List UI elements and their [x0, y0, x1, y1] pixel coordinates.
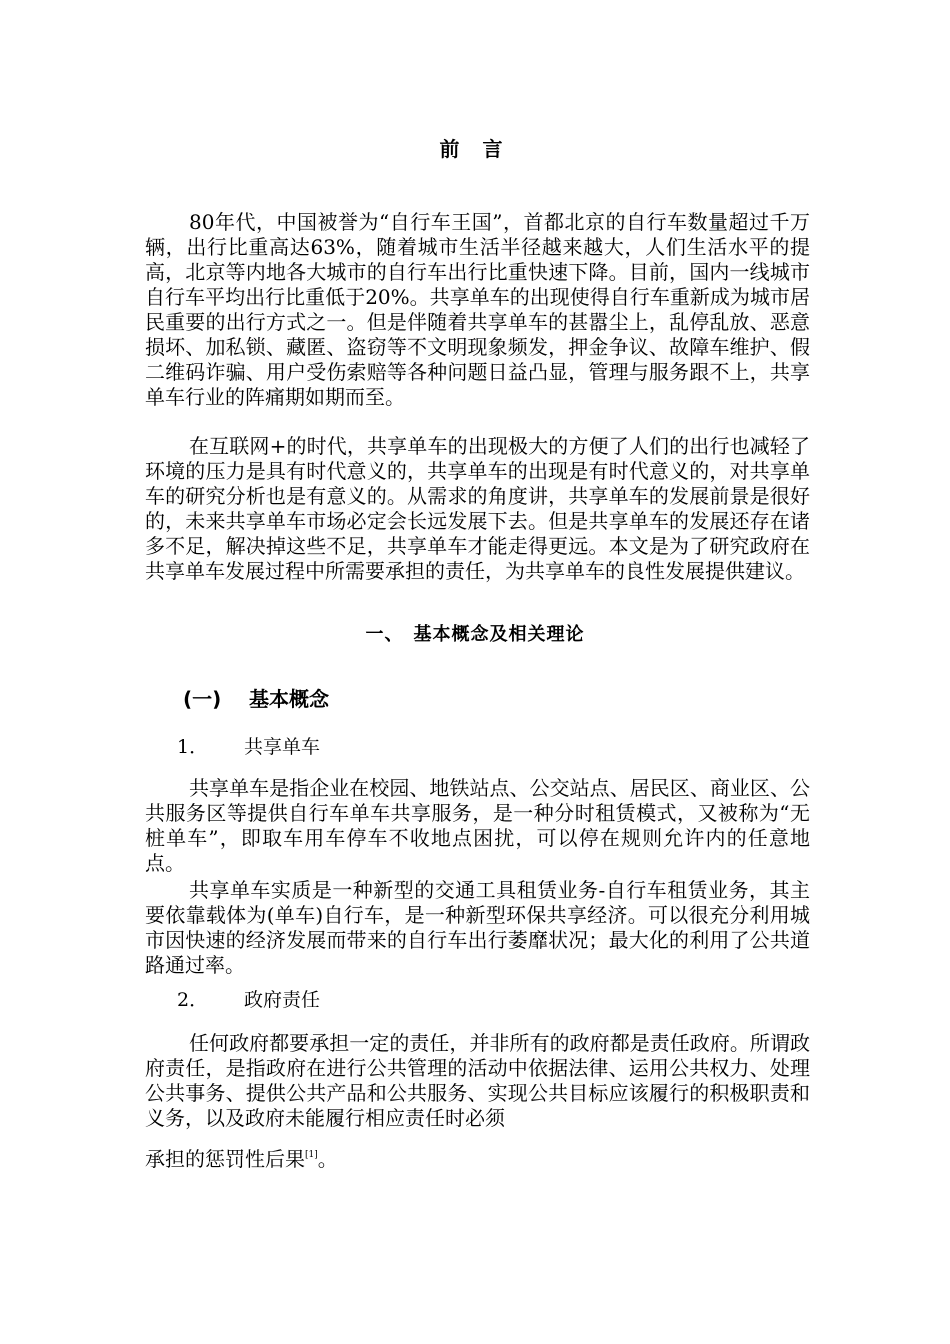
- bike-sharing-paragraph-2: 共享单车实质是一种新型的交通工具租赁业务-自行车租赁业务，其主要依靠载体为(单车)自行车，是一种新型环保共享经济。可以很充分利用城市因快速的经济发展而带来的自行车出行萎靡状况；最大化的利用了公共道路通过率。: [145, 878, 810, 977]
- subsection-label: 基本概念: [249, 687, 329, 711]
- item-number-2: 2．: [177, 989, 209, 1011]
- preface-paragraph-2: 在互联网+的时代，共享单车的出现极大的方便了人们的出行也减轻了环境的压力是具有时代意义的，共享单车的出现是有时代意义的，对共享单车的研究分析也是有意义的。从需求的角度讲，共享单车的发展前景是很好的，未来共享单车市场必定会长远发展下去。但是共享单车的发展还存在诸多不足，解决掉这些不足，共享单车才能走得更远。本文是为了研究政府在共享单车发展过程中所需要承担的责任，为共享单车的良性发展提供建议。: [145, 434, 810, 583]
- continuation-text: 承担的惩罚性后果: [145, 1147, 305, 1171]
- government-responsibility-continuation: [145, 1143, 338, 1172]
- preface-paragraph-1: 80年代，中国被誉为“自行车王国”，首都北京的自行车数量超过千万辆，出行比重高达63%，随着城市生活半径越来越大，人们生活水平的提高，北京等内地各大城市的自行车出行比重快速下降。目前，国内一线城市自行车平均出行比重低于20%。共享单车的出现使得自行车重新成为城市居民重要的出行方式之一。但是伴随着共享单车的甚嚣尘上，乱停乱放、恶意损坏、加私锁、藏匿、盗窃等不文明现象频发，押金争议、故障车维护、假二维码诈骗、用户受伤索赔等各种问题日益凸显，管理与服务跟不上，共享单车行业的阵痛期如期而至。: [145, 210, 810, 409]
- item-label-2: 政府责任: [244, 989, 321, 1011]
- item-number-1: 1．: [177, 736, 209, 758]
- subsection-number: (一): [183, 687, 222, 711]
- page-title: 前 言: [439, 137, 511, 161]
- citation-marker[interactable]: [1]: [305, 1150, 318, 1160]
- item-heading-2: [177, 985, 320, 1012]
- item-heading-1: [177, 732, 320, 759]
- bike-sharing-paragraph-1: 共享单车是指企业在校园、地铁站点、公交站点、居民区、商业区、公共服务区等提供自行车单车共享服务，是一种分时租赁模式，又被称为“无桩单车”，即取车用车停车不收地点困扰，可以停在规则允许内的任意地点。: [145, 776, 810, 875]
- government-responsibility-paragraph: 任何政府都要承担一定的责任，并非所有的政府都是责任政府。所谓政府责任，是指政府在进行公共管理的活动中依据法律、运用公共权力、处理公共事务、提供公共产品和公共服务、实现公共目标应该履行的积极职责和义务，以及政府未能履行相应责任时必须: [145, 1031, 810, 1130]
- subsection-heading: [183, 683, 329, 712]
- continuation-end: 。: [317, 1147, 338, 1171]
- item-label-1: 共享单车: [244, 736, 321, 758]
- section-heading: 一、 基本概念及相关理论: [365, 624, 585, 645]
